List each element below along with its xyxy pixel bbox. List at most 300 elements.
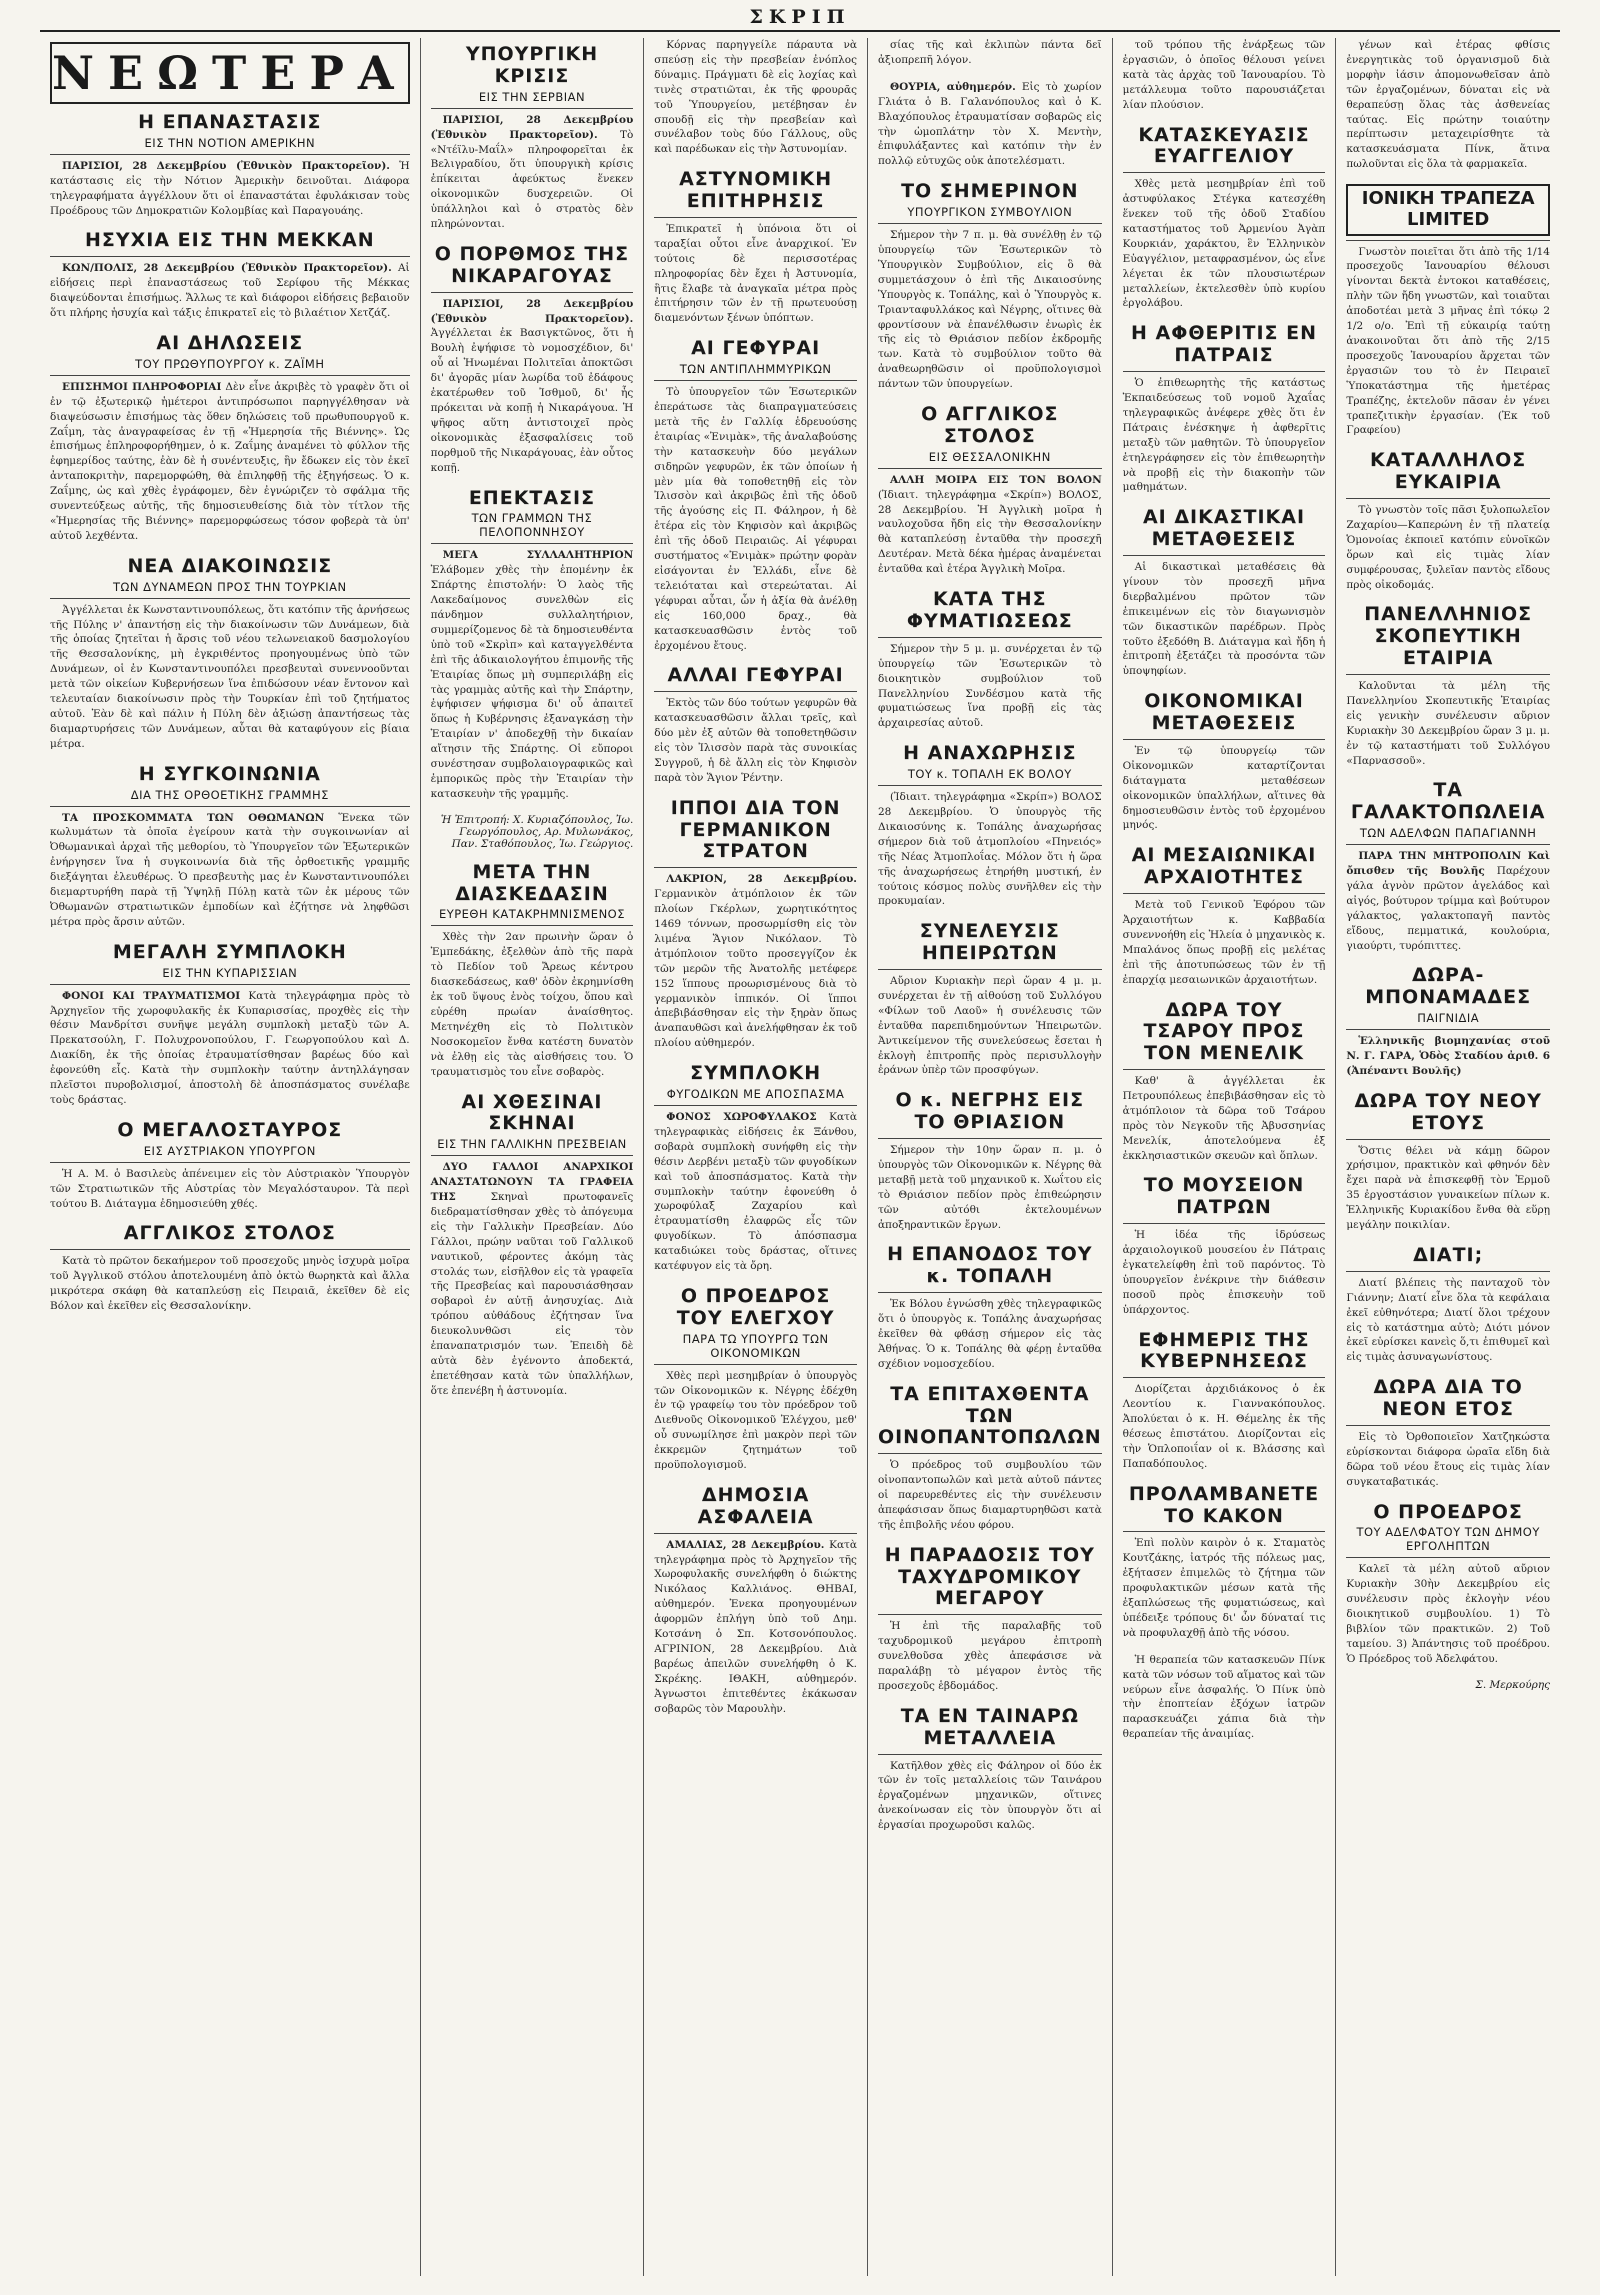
paragraph (878, 1619, 1102, 1694)
paragraph (431, 1160, 634, 1399)
article-body (1123, 1382, 1326, 1471)
subheadline: ΕΙΣ ΤΗΝ ΝΟΤΙΟΝ ΑΜΕΡΙΚΗΝ (144, 135, 316, 150)
headline: ΔΩΡΑ-ΜΠΟΝΑΜΑΔΕΣ (1365, 964, 1532, 1009)
divider (1346, 1029, 1550, 1030)
article (431, 1092, 634, 1399)
article (1123, 125, 1326, 312)
article-text: Ἡ Α. Μ. ὁ Βασιλεὺς ἀπένειμεν εἰς τὸν Αὐστριακὸν Ὑπουργὸν τῶν Στρατιωτικῶν τῆς Αὐστρίας τὸν Μεγαλόσταυρον. Τὰ περὶ τούτου Β. Διάταγμα ἐδημοσιεύθη χθές. (50, 1167, 410, 1210)
article (50, 1223, 410, 1313)
article (878, 1706, 1102, 1833)
article-text: Ὅστις θέλει νὰ κάμῃ δῶρον χρήσιμον, πρακτικὸν καὶ φθηνόν δὲν ἔχει παρὰ νὰ ἐπισκεφθῇ τὸν Ἑρμοῦ 35 ἐργοστάσιον γυναικείων πίλων κ. Ἑλληνικῆς Κυριακίδου ἔνθα θὰ εὕρῃ μεγάλην ποικιλίαν. (1346, 1144, 1550, 1232)
dateline: ΕΠΙΣΗΜΟΙ ΠΛΗΡΟΦΟΡΙΑΙ (62, 380, 222, 393)
article-text: Ἡ θεραπεία τῶν κατασκευῶν Πίνκ κατὰ τῶν νόσων τοῦ αἵματος καὶ τῶν νεύρων εἶνε ἀσφαλής. Ὁ Πίνκ ὑπὸ τὴν ἐποπτείαν ἐξόχων ἰατρῶν παρασκευάζει χάπια διὰ τὴν θεραπείαν τῆς ἀναιμίας. (1122, 1653, 1326, 1741)
article-body (654, 696, 857, 785)
divider (878, 1754, 1102, 1755)
article-text: Κατὰ τηλεγράφημα πρὸς τὸ Ἀρχηγεῖον τῆς χωροφυλακῆς ἐκ Κυπαρισσίας, προχθὲς εἰς τὴν θέσιν Μανδρίτσι συνῆψε μεγάλη συμπλοκὴ μεταξὺ τῶν Α. Πρεκατσούλη, Γ. Πολυχρονοπούλου, Γ. Γεωργοπούλου καὶ Δ. Διακίδη, ἐκ τῆς ὁποίας ἐτραυματίσθησαν βαρέως δύο καὶ ἐφονεύθη εἷς. Κατὰ τὴν συμπλοκὴν ταύτην ἀντηλλάγησαν πλεῖστοι πυροβολισμοί, ἀποστολὴ δὲ ἀποσπάσματος συνέλαβε τοὺς δράστας. (50, 989, 410, 1106)
divider (654, 217, 857, 218)
paragraph (878, 1143, 1102, 1232)
article-body (1346, 1276, 1550, 1365)
paragraph (431, 930, 634, 1079)
article (1123, 323, 1326, 495)
paragraph (50, 1254, 410, 1314)
article-text: Χθὲς μετὰ μεσημβρίαν ἐπὶ τοῦ ἀστυφύλακος Στέγκα κατεσχέθη ἕνεκεν τοῦ τῆς ὁδοῦ Σταδίου καταστήματος τοῦ Ἀρμενίου Ἀγὰπ Κουρκιάν, χαράκτου, ἓν Ἑλληνικὸν Εὐαγγέλιον, μεταφρασμένον, ὡς εἶνε λέγεται ἐκ τῶν πλουσιωτέρων μεταλλείων, ἐκτελεσθὲν ὑπὸ κυρίου ἐργολάβου. (1122, 178, 1326, 310)
article-text: Ἡ ἐπὶ τῆς παραλαβῆς τοῦ ταχυδρομικοῦ μεγάρου ἐπιτροπὴ συνελθοῦσα χθὲς ἀπεφάσισε νὰ παραλάβῃ τὸ μέγαρον ἐντὸς τῆς προσεχοῦς ἑβδομάδος. (877, 1620, 1102, 1692)
headline: ΣΥΜΠΛΟΚΗ (690, 1062, 822, 1085)
headline: Ο κ. ΝΕΓΡΗΣ ΕΙΣ ΤΟ ΘΡΙΑΣΙΟΝ (895, 1089, 1085, 1134)
paragraph (1346, 1276, 1550, 1365)
paragraph (1123, 1536, 1326, 1640)
paragraph (654, 222, 857, 326)
article-text: Ἡ ἰδέα τῆς ἱδρύσεως ἀρχαιολογικοῦ μουσείου ἐν Πάτραις ἐγκατελείφθη ἐπὶ τοῦ παρόντος. Τὸ ὑπουργεῖον ἐνέκρινε τὴν διάθεσιν ποσοῦ πρὸς ἐπισκευὴν τοῦ ὑπάρχοντος. (1122, 1229, 1326, 1316)
article-text: Ἕνεκα τῶν κωλυμάτων τὰ ὁποῖα ἐγείρουν κατὰ τὴν συγκοινωνίαν αἱ Ὀθωμανικαὶ ἀρχαὶ τῆς μεθορίου, τὸ Ὑπουργεῖον τῶν Ἐξωτερικῶν ἐνήργησεν ἵνα ἡ συγκοινωνία διὰ τῆς ὀρθοετικῆς γραμμῆς διεξάγηται ἐλευθέρως. Ὁ πρεσβευτὴς μας ἐν Κωνσταντινουπόλει διεμαρτυρήθη παρὰ τῇ Ὑψηλῇ Πύλῃ κατὰ τῶν ἐκ μέρους τῶν Ὀθωμανῶν στρατιωτικῶν ἐμποδίων καὶ ἐζήτησε νὰ ληφθῶσι μέτρα πρὸς ἄρσιν αὐτῶν. (50, 811, 410, 928)
paragraph (431, 113, 634, 232)
headline: ΜΕΤΑ ΤΗΝ ΔΙΑΣΚΕΔΑΣΙΝ (455, 860, 609, 905)
article (1346, 1245, 1550, 1365)
article (654, 665, 857, 785)
paragraph (878, 1297, 1102, 1372)
subheadline: ΕΙΣ ΤΗΝ ΣΕΡΒΙΑΝ (478, 89, 586, 104)
paragraph (878, 790, 1102, 909)
article (1123, 1484, 1326, 1641)
article-body (878, 80, 1102, 169)
article (431, 814, 634, 850)
article-body (1123, 1228, 1326, 1317)
paragraph (878, 1759, 1102, 1834)
paragraph (1123, 898, 1326, 987)
article-text: Εἰς τὸ χωρίον Γλιάτα ὁ Β. Γαλανόπουλος καὶ ὁ Κ. Βλαχόπουλος ἐτραυματίσαν σοβαρῶς εἰς τὴν ὠμοπλάτην τὸν Χ. Μεντὴν, ἐπιφυλάξαντες καὶ κατόπιν τὴν ἐν πολλῷ εὐτυχῶς οὐκ ἀποτελέσματι. (877, 80, 1102, 168)
headline: ΝΕΑ ΔΙΑΚΟΙΝΩΣΙΣ (127, 554, 333, 577)
headline: Ο ΜΕΓΑΛΟΣΤΑΥΡΟΣ (117, 1118, 343, 1141)
paragraph (1123, 376, 1326, 495)
divider (878, 1453, 1102, 1454)
paragraph (50, 1167, 410, 1212)
divider (431, 292, 634, 293)
divider (1346, 240, 1550, 241)
article-text: Δὲν εἶνε ἀκριβὲς τὸ γραφὲν ὅτι οἱ ἐν τῷ ἐξωτερικῷ ἡμέτεροι ἀντιπρόσωποι παρηγγέλθησαν νὰ διαψεύσωσιν ἐπισήμως τὰς ὅθεν δηλώσεις τοῦ πρωθυπουργοῦ κ. Ζαΐμη, τὰς ἀναγραφείσας ἐν τῇ «Ἡμερησία τῆς Βιέννης». Ὡς ἐπισήμως ἐπληροφορήθημεν, ὁ κ. Ζαΐμης ἀναμένει τὸ φύλλον τῆς ἐφημερίδος ταύτης, ἐὰν δὲ ἡ συνέντευξις, ἣν ἔδωκεν εἰς τὸν ἐκεῖ ἀνταποκριτὴν, παρεμορφώθη, θὰ ἐπιληφθῇ τῆς ἐξηγήσεως. Ὁ κ. Ζαΐμης, ὡς καὶ χθὲς ἐγράφομεν, δὲν ἐγνώριζεν τὸ σφάλμα τῆς συνεντεύξεως αὐτῆς, τῆς δημοσιευθείσης διὰ τὸν τίτλον τῆς «Ἡμερησίας τῆς Βιέννης» παρεμορφώσεως τόσον φοβερὰ τὰ ὑπ' αὐτοῦ λεχθέντα. (50, 380, 410, 542)
article-text: Σήμερον τὴν 5 μ. μ. συνέρχεται ἐν τῷ ὑπουργείῳ τῶν Ἐσωτερικῶν τὸ διοικητικὸν συμβούλιον τοῦ Πανελληνίου Συνδέσμου κατὰ τῆς φυματιώσεως ἵνα προβῇ εἰς τὰς ἀρχαιρεσίας αὐτοῦ. (877, 642, 1102, 730)
divider (654, 1105, 857, 1106)
article (878, 38, 1102, 68)
headline: ΑΙ ΜΕΣΑΙΩΝΙΚΑΙ ΑΡΧΑΙΟΤΗΤΕΣ (1131, 844, 1317, 889)
article (878, 921, 1102, 1078)
subheadline: ΤΟΥ ΑΔΕΛΦΑΤΟΥ ΤΩΝ ΔΗΜΟΥ ΕΡΓΟΛΗΠΤΩΝ (1356, 1525, 1540, 1554)
article (50, 112, 410, 218)
article (1346, 38, 1550, 172)
paragraph (50, 380, 410, 544)
headline: ΑΙ ΧΘΕΣΙΝΑΙ ΣΚΗΝΑΙ (461, 1090, 603, 1135)
headline: Ο ΠΡΟΕΔΡΟΣ ΤΟΥ ΕΛΕΓΧΟΥ (676, 1284, 835, 1329)
subheadline: ΥΠΟΥΡΓΙΚΟΝ ΣΥΜΒΟΥΛΙΟΝ (907, 205, 1073, 220)
article-text: Ἡ κατάστασις εἰς τὴν Νότιον Ἀμερικὴν δεινοῦται. Διάφορα τηλεγραφήματα ἀγγέλλουν ὅτι οἱ ἐπαναστάται ἐφυλάκισαν τοὺς Προέδρους τῶν Δημοκρατιῶν Κολομβίας καὶ Παραγουάης. (50, 159, 410, 217)
paragraph (878, 1458, 1102, 1533)
article-text: (Ἰδιαιτ. τηλεγράφημα «Σκρίπ») ΒΟΛΟΣ, 28 Δεκεμβρίου. Ἡ Ἀγγλικὴ μοῖρα ἡ ναυλοχοῦσα ἤδη εἰς τὴν Θεσσαλονίκην θὰ καταπλεύσῃ ἐνταῦθα τὴν προσεχῆ Δευτέραν. Μετὰ δέκα ἡμέρας ἀναμένεται ἐνταῦθα καὶ ἑτέρα Ἀγγλικὴ Μοῖρα. (877, 488, 1102, 576)
divider (431, 925, 634, 926)
article-body (50, 1254, 410, 1314)
article-text: τοῦ τρόπου τῆς ἐνάρξεως τῶν ἐργασιῶν, ὁ ὁποῖος θέλουσι γείνει κατὰ τὰς ἀρχὰς τοῦ Ἰανουαρίου. Τὸ μετάλλευμα τοῦτο παρουσιάζεται λίαν πλούσιον. (1122, 39, 1326, 111)
article-body (654, 1369, 857, 1473)
article (1123, 507, 1326, 679)
headline: ΔΩΡΑ ΔΙΑ ΤΟ ΝΕΟΝ ΕΤΟΣ (1373, 1376, 1523, 1421)
article-text: Ἐκ Βόλου ἐγνώσθη χθὲς τηλεγραφικῶς ὅτι ὁ ὑπουργὸς κ. Τοπάλης ἀναχωρήσας ἐκεῖθεν θὰ φθάσῃ σήμερον εἰς τὰς Ἀθήνας. Ὁ κ. Τοπάλης θὰ φέρῃ ἐνταῦθα σχέδιον νομοσχεδίου. (877, 1298, 1102, 1370)
headline: ΤΟ ΣΗΜΕΡΙΝΟΝ (901, 180, 1079, 203)
article-body (1346, 1562, 1550, 1666)
headline: ΔΩΡΑ ΤΟΥ ΤΣΑΡΟΥ ΠΡΟΣ ΤΟΝ ΜΕΝΕΛΙΚ (1143, 998, 1305, 1065)
article-text: Αἱ δικαστικαὶ μεταθέσεις θὰ γίνουν τὸν προσεχῆ μῆνα διερβαλμένου πρῶτον τῶν ἐπικειμένων εἰς τὸν διαγωνισμὸν τῶν δικαστικῶν παρέδρων. Πρὸς τοῦτο ἐξεδόθη Β. Διάταγμα καὶ ἤδη ἡ ἐπιτροπὴ ἐξετάζει τὰ προσόντα τῶν ὑποψηφίων. (1122, 561, 1326, 678)
divider (50, 1249, 410, 1250)
headline: ΕΦΗΜΕΡΙΣ ΤΗΣ ΚΥΒΕΡΝΗΣΕΩΣ (1138, 1328, 1310, 1373)
article (50, 764, 410, 930)
article-body (654, 872, 857, 1051)
headline: ΑΣΤΥΝΟΜΙΚΗ ΕΠΙΤΗΡΗΣΙΣ (679, 168, 833, 213)
paragraph (431, 297, 634, 476)
article-text: Ἐκτὸς τῶν δύο τούτων γεφυρῶν θὰ κατασκευασθῶσιν ἄλλαι τρεῖς, καὶ δύο μὲν ἐξ αὐτῶν θὰ τοποθετηθῶσιν εἰς τὸν Ἰλισσὸν παρὰ τὰς συνοικίας Συγγροῦ, ἡ δὲ ἄλλη εἰς τὸν Κηφισὸν παρὰ τὸν Ἅγιον Ῥέντην. (654, 697, 857, 784)
paragraph (50, 261, 410, 321)
article-body (431, 1160, 634, 1399)
headline: Η ΑΝΑΧΩΡΗΣΙΣ (903, 742, 1077, 765)
column-4 (868, 38, 1113, 2276)
headline: Η ΣΥΓΚΟΙΝΩΝΙΑ (138, 762, 321, 785)
divider (431, 543, 634, 544)
article (1123, 1175, 1326, 1317)
paragraph (50, 989, 410, 1108)
column-6 (1336, 38, 1560, 2276)
paragraph (878, 473, 1102, 577)
article-text: Καλεῖ τὰ μέλη αὐτοῦ αὔριον Κυριακὴν 30ὴν Δεκεμβρίου εἰς συνέλευσιν πρὸς ἐκλογὴν νέου διοικητικοῦ συμβουλίου. 1) Τὸ βιβλίον τῶν πρακτικῶν. 2) Τοῦ ταμείου. 3) Ἀπάντησις τοῦ προέδρου. Ὁ Πρόεδρος τοῦ Ἀδελφάτου. (1346, 1563, 1550, 1665)
article-body (654, 38, 857, 157)
headline: ΤΑ ΓΑΛΑΚΤΟΠΩΛΕΙΑ (1350, 779, 1546, 824)
divider (878, 468, 1102, 469)
paragraph (1123, 38, 1326, 113)
headline: ΤΑ ΕΠΙΤΑΧΘΕΝΤΑ ΤΩΝ ΟΙΝΟΠΑΝΤΟΠΩΛΩΝ (877, 1382, 1102, 1449)
article (1346, 1502, 1550, 1667)
paragraph (1346, 1034, 1550, 1079)
article-body (431, 297, 634, 476)
subheadline: ΤΟΥ κ. ΤΟΠΑΛΗ ΕΚ ΒΟΛΟΥ (907, 767, 1072, 782)
article (878, 1244, 1102, 1371)
article-text: Κόρνας παρηγγείλε πάραυτα νὰ σπεύσῃ εἰς τὴν πρεσβείαν ἐνόπλος δύναμις. Πράγματι δὲ εἰς λοχίας καὶ τινὲς στρατιῶται, ἐκ τῆς φρουρᾶς τοῦ Ὑπουργείου, μετέβησαν ἐν σπουδῇ εἰς τὴν πρεσβείαν καὶ συνέλαβον τοὺς δύο Γάλλους, οὓς καὶ παρέδωκαν εἰς τὴν Ἀστυνομίαν. (654, 39, 857, 156)
subheadline: ΤΩΝ ΑΝΤΙΠΛΗΜΜΥΡΙΚΩΝ (679, 362, 832, 377)
section-banner: ΝΕΩΤΕΡΑ (50, 42, 410, 104)
article (654, 38, 857, 157)
article (431, 862, 634, 1080)
divider (1123, 555, 1326, 556)
divider (50, 806, 410, 807)
article-body (50, 603, 410, 752)
article-text: γένων καὶ ἑτέρας φθίσις ἐνεργητικὰς τοῦ ὀργανισμοῦ διὰ μορφὴν ἰάσιν ἀπομονωθεῖσαν ἀπὸ τῶν ἐργαζομένων, δύναται εἰς νὰ θεραπεύσῃ ὅλας τὰς ἀσθενείας ταύτας. Εἰς πρώτην τοιαύτην περίπτωσιν μεταχειρίσθητε τὰ κατασκευάσματα Πίνκ, ἅτινα πωλοῦνται εἰς ὅλα τὰ φαρμακεῖα. (1346, 39, 1550, 171)
headline: ΔΙΑΤΙ; (1413, 1243, 1484, 1266)
paragraph (654, 872, 857, 1051)
article-body (878, 1297, 1102, 1372)
divider (1123, 739, 1326, 740)
subheadline: ΤΩΝ ΑΔΕΛΦΩΝ ΠΑΠΑΓΙΑΝΝΗ (1359, 826, 1537, 841)
headline: ΣΥΝΕΛΕΥΣΙΣ ΗΠΕΙΡΩΤΩΝ (919, 920, 1060, 965)
article-text: Κατὰ τὸ πρῶτον δεκαήμερον τοῦ προσεχοῦς μηνὸς ἰσχυρὰ μοῖρα τοῦ Ἀγγλικοῦ στόλου ἀποτελουμένη ἀπὸ ὀκτὼ θωρηκτὰ καὶ ἄλλα μικρότερα σκάφη θὰ καταπλεύσῃ εἰς Πειραιᾶ, ἐκεῖθεν δὲ εἰς Βόλον καὶ ἐκεῖθεν εἰς Θεσσαλονίκην. (50, 1255, 410, 1312)
article-body (878, 974, 1102, 1078)
article-body (431, 113, 634, 232)
paragraph (1123, 1074, 1326, 1163)
subheadline: ΤΩΝ ΓΡΑΜΜΩΝ ΤΗΣ ΠΕΛΟΠΟΝΝΗΣΟΥ (471, 511, 593, 540)
divider (654, 380, 857, 381)
article-text: (Ἰδιαιτ. τηλεγράφημα «Σκρίπ») ΒΟΛΟΣ 28 Δεκεμβρίου. Ὁ ὑπουργὸς τῆς Δικαιοσύνης κ. Τοπάλης ἀναχωρήσας σήμερον διὰ τοῦ ἀτμοπλοίου «Πηνειός» τῆς Νέας Ἀτμοπλοΐας. Μόλον ὅτι ἡ ὥρα τῆς ἀναχωρήσεως ἐτηρήθη μυστική, ἐν τούτοις κόσμος πολὺς συνῆλθεν εἰς τὴν προκυμαίαν. (877, 791, 1102, 908)
article-text: Διορίζεται ἀρχιδιάκονος ὁ ἐκ Λεοντίου κ. Γιαννακόπουλος. Ἀπολύεται ὁ κ. Η. Θέμελης ἐκ τῆς θέσεως ἐπιστάτου. Διορίζονται εἰς τὴν Ὁπλοποιΐαν οἱ κ. Βλάσσης καὶ Παπαδόπουλος. (1122, 1383, 1326, 1470)
divider (50, 1162, 410, 1163)
article (1346, 604, 1550, 768)
divider (1346, 1557, 1550, 1558)
article (431, 488, 634, 802)
article (1346, 1679, 1550, 1691)
column-5 (1113, 38, 1337, 2276)
article-text: Παρέχουν γάλα ἁγνὸν πρῶτον ἀγελάδος καὶ αἰγός, βούτυρον τρίμμα καὶ βούτυρον γάλακτος, γαλακτοπαγῆ παντὸς εἴδους, πεμματικά, κουλούρια, γιαούρτι, τυρόπιττες. (1346, 865, 1550, 952)
headline: Η ΑΦΘΕΡΙΤΙΣ ΕΝ ΠΑΤΡΑΙΣ (1130, 322, 1317, 367)
article-body (50, 380, 410, 544)
dateline: ΤΑ ΠΡΟΣΚΟΜΜΑΤΑ ΤΩΝ ΟΘΩΜΑΝΩΝ (62, 811, 325, 824)
article-body (878, 1458, 1102, 1533)
article-body (1123, 177, 1326, 311)
article-text: Αὔριον Κυριακὴν περὶ ὥραν 4 μ. μ. συνέρχεται ἐν τῇ αἰθούσῃ τοῦ Συλλόγου «Φίλων τοῦ Λαοῦ» ἡ συνέλευσις τῶν ἐνταῦθα παρεπιδημούντων Ἠπειρωτῶν. Ἀντικείμενον τῆς συνελεύσεως ἔσεται ἡ ἐκλογὴ ἐπιτροπῆς πρὸς περισυλλογὴν ἐράνων ὑπὲρ τῶν προσφύγων. (877, 975, 1102, 1077)
article (50, 333, 410, 544)
headline: ΤΟ ΜΟΥΣΕΙΟΝ ΠΑΤΡΩΝ (1143, 1174, 1305, 1219)
paragraph (431, 548, 634, 801)
divider (878, 1292, 1102, 1293)
divider (878, 223, 1102, 224)
article-text: Ἐν τῷ ὑπουργείῳ τῶν Οἰκονομικῶν καταρτίζονται διάταγματα μεταθέσεων οἰκονομικῶν ὑπαλλήλων, αἵτινες θὰ δημοσιευθῶσιν ἐντὸς τοῦ ἐρχομένου μηνός. (1122, 744, 1326, 832)
divider (1346, 498, 1550, 499)
article (1346, 965, 1550, 1078)
article-body (878, 790, 1102, 909)
subheadline: ΕΙΣ ΤΗΝ ΓΑΛΛΙΚΗΝ ΠΡΕΣΒΕΙΑΝ (437, 1137, 627, 1152)
paragraph (50, 811, 410, 930)
divider (878, 637, 1102, 638)
article-text: Αἱ εἰδήσεις περὶ ἐπαναστάσεως τοῦ Σερίφου τῆς Μέκκας διαψεύδονται ἐπισήμως. Ἄλλως τε καὶ διάφοροι εἰδήσεις βεβαιοῦν ὅτι πλήρης ἡσυχία καὶ τάξις ἐπικρατεῖ εἰς τὸ βιλαέτιον Χετζάζ. (50, 262, 410, 320)
paragraph (1346, 503, 1550, 592)
article-text: Ἐλάβομεν χθὲς τὴν ἑπομένην ἐκ Σπάρτης ἐπιστολήν: Ὁ λαὸς τῆς Λακεδαίμονος συνελθὼν εἰς πάνδημον συλλαλητήριον, συμμερίζομενος δὲ τὰ δημοσιευθέντα ὑπὸ τοῦ «Σκρὶπ» καὶ καταγγελθέντα ἐπὶ τῆς ἀδικαιολογήτου ἐπιμονῆς τῆς Ἑταιρίας ὅπως μὴ συμπεριλάβῃ εἰς τὰς γραμμὰς αὐτῆς καὶ τὴν Σπάρτην, ἐψήφισεν ψήφισμα δι' οὗ ἀπαιτεῖ ὅπως ἡ Κυβέρνησις ἐξαναγκάσῃ τὴν Ἑταιρίαν ν' ἀποδεχθῇ τὴν δικαίαν αἴτησιν τῆς Σπάρτης. Οἱ εὔποροι συνέστησαν συμβολαιογραφικῶς καὶ ἐμπορικῶς πρὸς τὴν Ἑταιρίαν τὴν κατασκευὴν τῆς γραμμῆς. (430, 564, 634, 800)
article-body (50, 1167, 410, 1212)
paragraph (1346, 245, 1550, 439)
dateline: ΠΑΡΑ ΤΗΝ ΜΗΤΡΟΠΟΛΙΝ Καὶ ὄπισθεν τῆς Βουλῆς (1346, 850, 1550, 877)
article-body (50, 159, 410, 219)
dateline: Ἑλληνικῆς βιομηχανίας στοῦ Ν. Γ. ΓΑΡΑ, Ὁδὸς Σταδίου ἀριθ. 6 (Ἀπέναντι Βουλῆς) (1346, 1035, 1550, 1077)
article-body (878, 38, 1102, 68)
article-text: Σήμερον τὴν 10ην ὥραν π. μ. ὁ ὑπουργὸς τῶν Οἰκονομικῶν κ. Νέγρης θὰ μεταβῇ μετὰ τοῦ μηχανικοῦ κ. Χωΐτου εἰς τὸ Θριάσιον πεδίον πρὸς ἐπιθεώρησιν τῶν αὐτόθι ἐκτελουμένων ἀποξηραντικῶν ἔργων. (877, 1144, 1102, 1231)
dateline: ΦΟΝΟΣ ΧΩΡΟΦΥΛΑΚΟΣ (666, 1110, 817, 1123)
headline: Η ΕΠΑΝΑΣΤΑΣΙΣ (138, 111, 322, 133)
article (878, 1384, 1102, 1533)
divider (878, 1614, 1102, 1615)
paragraph (1123, 1228, 1326, 1317)
headline: ΑΛΛΑΙ ΓΕΦΥΡΑΙ (667, 664, 844, 687)
article (878, 589, 1102, 731)
subheadline: ΤΩΝ ΔΥΝΑΜΕΩΝ ΠΡΟΣ ΤΗΝ ΤΟΥΡΚΙΑΝ (113, 579, 347, 594)
article-body (50, 261, 410, 321)
paragraph (50, 159, 410, 219)
divider (431, 108, 634, 109)
dateline: ΦΟΝΟΙ ΚΑΙ ΤΡΑΥΜΑΤΙΣΜΟΙ (62, 989, 241, 1002)
article-text: Χθὲς τὴν 2αν πρωινὴν ὥραν ὁ Ἐμπεδάκης, ἐξελθὼν ἀπὸ τῆς παρὰ τὸ Πεδίον τοῦ Ἄρεως κέντρου διασκεδάσεως, καθ' ὁδὸν ἐκρημνίσθη ἐκ τοῦ ὕψους ἑνὸς τοίχου, ὅπου καὶ εὑρέθη πρωίαν ἀναίσθητος. Μετηνέχθη εἰς τὸ Πολιτικὸν Νοσοκομεῖον ἔνθα κατέστη δυνατὸν νὰ ἐλθῃ εἰς τὰς αἰσθήσεις του. Ὁ τραυματισμὸς του εἶνε σοβαρὸς. (430, 931, 634, 1078)
dateline: ΠΑΡΙΣΙΟΙ, 28 Δεκεμβρίου (Ἐθνικὸν Πρακτορεῖον). (430, 297, 634, 325)
article-text: Ἀγγέλλεται ἐκ Βασιγκτῶνος, ὅτι ἡ Βουλὴ ἐψήφισε τὸ νομοσχέδιον, δι' οὗ αἱ Ἡνωμέναι Πολιτεῖαι ἀποκτῶσι δι' ἀγορᾶς μίαν λωρίδα τοῦ ἐδάφους ἐκατέρωθεν τοῦ Ἰσθμοῦ, δι' ἧς πρόκειται νὰ κοπῇ ἡ Νικαράγουα. Ἡ ψῆφος αὕτη ἀντιστοιχεῖ πρὸς οἰκονομικὰς ἐξασφαλίσεις τοῦ πορθμοῦ τῆς Νικαράγουας, ἐὰν οὗτος κοπῇ. (430, 327, 634, 474)
article (1123, 38, 1326, 113)
subheadline: ΕΙΣ ΤΗΝ ΚΥΠΑΡΙΣΣΙΑΝ (162, 965, 298, 980)
article-body (1123, 376, 1326, 495)
divider (1346, 844, 1550, 845)
article-body (878, 642, 1102, 731)
dateline: ΚΩΝ/ΠΟΛΙΣ, 28 Δεκεμβρίου (Ἐθνικὸν Πρακτορεῖον). (62, 262, 392, 275)
subheadline: ΕΙΣ ΘΕΣΣΑΛΟΝΙΚΗΝ (928, 449, 1051, 464)
article (654, 1063, 857, 1274)
article-body (878, 473, 1102, 577)
article-body (1123, 898, 1326, 987)
article (431, 244, 634, 476)
paragraph (654, 1538, 857, 1717)
article (654, 1286, 857, 1473)
article-text: Καλοῦνται τὰ μέλη τῆς Πανελληνίου Σκοπευτικῆς Ἑταιρίας εἰς γενικὴν συνέλευσιν αὔριον Κυριακὴν 30 Δεκεμβρίου ὥραν 3 μ. μ. ἐν τῷ καταστήματι τοῦ Συλλόγου «Παρνασσοῦ». (1346, 679, 1550, 767)
paragraph (1346, 1430, 1550, 1490)
article (878, 1090, 1102, 1232)
divider (50, 598, 410, 599)
article-text: Εἰς τὸ Ὀρθοποιεῖον Χατζηκώστα εὑρίσκονται διάφορα ὡραῖα εἴδη διὰ δῶρα τοῦ νέου ἔτους εἰς τιμὰς λίαν συγκαταβατικάς. (1346, 1430, 1550, 1488)
masthead: ΣΚΡΙΠ (40, 4, 1560, 32)
paragraph (878, 642, 1102, 731)
article-text: Κατὰ τηλεγραφικὰς εἰδήσεις ἐκ Ξάνθου, σοβαρὰ συμπλοκὴ συνήφθη εἰς τὴν θέσιν Δερβένι μεταξὺ τῶν φυγοδίκων καὶ τοῦ ἀποσπάσματος. Κατὰ τὴν συμπλοκὴν ταύτην ἐφονεύθη ὁ χωροφύλαξ Ζαχαρίου καὶ ἐτραυματίσθη ἐλαφρῶς εἷς τῶν φυγοδίκων. Τὸ ἀπόσπασμα καταδιώκει τοὺς δράστας, οἵτινες κατέφυγον εἰς τὰ ὄρη. (654, 1110, 857, 1273)
headline: ΟΙΚΟΝΟΜΙΚΑΙ ΜΕΤΑΘΕΣΕΙΣ (1144, 690, 1304, 735)
article (1123, 1330, 1326, 1472)
article-body (1346, 38, 1550, 172)
signature: Ἡ Ἐπιτροπή: Χ. Κυριαζόπουλος, Ἰω. Γεωργόπουλος, Αρ. Μυλωνάκος, Παν. Σταθόπουλος, Ἰω. Γεώργιος. (440, 813, 634, 850)
article (50, 1120, 410, 1212)
article-text: Τὸ γνωστὸν τοῖς πᾶσι ξυλοπωλεῖον Ζαχαρίου—Καπερώνη ἐν τῇ πλατείᾳ Ὁμονοίας ἐκποιεῖ κατόπιν εὐνοϊκῶν ὅρων καὶ εἰς τιμὰς λίαν συμφέρουσας, ξυλεῖαν παντὸς εἴδους πρὸς οἰκοδομάς. (1346, 504, 1550, 591)
article (1346, 184, 1550, 438)
article-body (50, 989, 410, 1108)
paragraph (1346, 1144, 1550, 1233)
headline: Ο ΠΡΟΕΔΡΟΣ (1373, 1500, 1523, 1523)
paragraph (1346, 679, 1550, 768)
article (654, 338, 857, 653)
article (878, 181, 1102, 392)
paragraph (654, 1369, 857, 1473)
article (50, 556, 410, 752)
paragraph (1123, 177, 1326, 311)
article-text: Ἐπὶ πολὺν καιρὸν ὁ κ. Σταματὸς Κουτζάκης, ἰατρός τῆς πόλεως μας, ἐξήτασεν ἐπιμελῶς τὸ ζήτημα τῶν προφυλακτικῶν μέσων κατὰ τῆς ἐξαπλώσεως τῆς φυματιώσεως, καὶ ὑπέδειξε τρόπους δι' ὧν δύναταί τις νὰ προφυλαχθῇ ἀπὸ τῆς νόσου. (1122, 1537, 1326, 1639)
article-body (1346, 1430, 1550, 1490)
paragraph (654, 385, 857, 653)
article (654, 798, 857, 1051)
divider (654, 867, 857, 868)
article-body (654, 1538, 857, 1717)
paragraph (1123, 1382, 1326, 1471)
article-body (50, 811, 410, 930)
article-body (878, 228, 1102, 392)
article (1346, 450, 1550, 592)
headline: ΑΙ ΓΕΦΥΡΑΙ (691, 337, 821, 360)
signature: Σ. Μερκούρης (1475, 1678, 1550, 1691)
article-text: Ὁ πρόεδρος τοῦ συμβουλίου τῶν οἰνοπαντοπωλῶν καὶ μετὰ αὐτοῦ πάντες οἱ παρευρεθέντες εἰς τὴν συνέλευσιν ἀπεφάσισαν ὅπως διαμαρτυρηθῶσι κατὰ τῆς ἐπιβολῆς νέου φόρου. (877, 1459, 1102, 1531)
article-text: Γερμανικὸν ἀτμόπλοιον ἐκ τῶν πλοίων Γκέρλων, χωρητικότητος 1469 τόννων, προσωρμίσθη εἰς τὸν λιμένα Ἅγιον Νικόλαον. Τὸ ἀτμόπλοιον τοῦτο προσεγγίζον ἐκ τῶν μερῶν τῆς Ἀνατολῆς μετέφερε 152 ἵππους προωρισμένους διὰ τὸ γερμανικὸν ἱππικόν. Οἱ ἵπποι ἀπεβιβάσθησαν εἰς τὴν ξηρὰν ὅπως ἀναπαυθῶσι καὶ ἀνελήφθησαν ἐκ τοῦ πλοίου αὐθημερόν. (654, 888, 857, 1050)
divider (50, 375, 410, 376)
article (50, 230, 410, 320)
headline: ΔΩΡΑ ΤΟΥ ΝΕΟΥ ΕΤΟΥΣ (1354, 1089, 1542, 1134)
article-body (431, 548, 634, 801)
article-body (1123, 560, 1326, 679)
paragraph (1346, 38, 1550, 172)
paragraph (654, 696, 857, 785)
paragraph (878, 974, 1102, 1078)
article (1346, 780, 1550, 953)
article-body (654, 222, 857, 326)
paragraph (1346, 1562, 1550, 1666)
subheadline: ΔΙΑ ΤΗΣ ΟΡΘΟΕΤΙΚΗΣ ΓΡΑΜΜΗΣ (130, 787, 329, 802)
headline: Ο ΠΟΡΘΜΟΣ ΤΗΣ ΝΙΚΑΡΑΓΟΥΑΣ (434, 242, 630, 287)
headline: ΚΑΤΑ ΤΗΣ ΦΥΜΑΤΙΩΣΕΩΣ (906, 588, 1073, 632)
paragraph (878, 228, 1102, 392)
subheadline: ΠΑΡΑ ΤΩ ΥΠΟΥΡΓΩ ΤΩΝ ΟΙΚΟΝΟΜΙΚΩΝ (682, 1331, 829, 1360)
article-body (1346, 503, 1550, 592)
article-text: Κατὰ τηλεγράφημα πρὸς τὸ Ἀρχηγεῖον τῆς Χωροφυλακῆς συνελήφθη ὁ διώκτης Νικόλαος Καλλιάνος. ΘΗΒΑΙ, αὐθημερόν. Ἐνεκα προηγουμένων ἀφορμῶν ἐπλήγη ὑπὸ τοῦ Δημ. Κοτσάνη ὁ Σπ. Κοτσονόπουλος. ΑΓΡΙΝΙΟΝ, 28 Δεκεμβρίου. Διὰ βαρέως ἀπειλῶν συνελήφθη ὁ Κ. Σκρέκης. ΙΘΑΚΗ, αὐθημερόν. Ἀγνωστοι ἐπιτεθέντες ἐκάκωσαν σοβαρῶς τὸν Μαρουλὴν. (654, 1538, 857, 1715)
headline: Η ΕΠΑΝΟΔΟΣ ΤΟΥ κ. ΤΟΠΑΛΗ (887, 1243, 1093, 1288)
article (431, 44, 634, 232)
headline: ΙΠΠΟΙ ΔΙΑ ΤΟΝ ΓΕΡΜΑΝΙΚΟΝ ΣΤΡΑΤΟΝ (670, 796, 841, 863)
headline: ΚΑΤΑΣΚΕΥΑΣΙΣ ΕΥΑΓΓΕΛΙΟΥ (1138, 123, 1310, 168)
article-body (878, 1619, 1102, 1694)
article (878, 1545, 1102, 1694)
headline: ΔΗΜΟΣΙΑ ΑΣΦΑΛΕΙΑ (697, 1483, 814, 1528)
divider (1123, 371, 1326, 372)
article-text: Τὸ «Ντέϊλυ-Μαΐλ» πληροφορεῖται ἐκ Βελιγραδίου, ὅτι ὑπουργικὴ κρίσις ἐπίκειται ἀφεύκτως ἕνεκεν οἰκονομικῶν δυσχερειῶν. Οἱ ὑπάλληλοι καὶ ὁ στρατὸς δὲν πληρώνονται. (430, 128, 634, 231)
divider (654, 691, 857, 692)
dateline: ΑΛΛΗ ΜΟΙΡΑ ΕΙΣ ΤΟΝ ΒΟΛΟΝ (889, 473, 1102, 486)
paragraph (1123, 744, 1326, 833)
column-1 (40, 38, 421, 2276)
headline: ΠΑΝΕΛΛΗΝΙΟΣ ΣΚΟΠΕΥΤΙΚΗ ΕΤΑΙΡΙΑ (1364, 603, 1533, 670)
divider (878, 969, 1102, 970)
article-body (431, 930, 634, 1079)
divider (878, 1138, 1102, 1139)
divider (878, 785, 1102, 786)
column-3 (644, 38, 868, 2276)
divider (1346, 674, 1550, 675)
article-body (654, 385, 857, 653)
article (654, 1485, 857, 1717)
article-text: Χθὲς περὶ μεσημβρίαν ὁ ὑπουργὸς τῶν Οἰκονομικῶν κ. Νέγρης ἐδέχθη ἐν τῷ γραφείῳ του τὸν πρόεδρον τοῦ Διεθνοῦς Οἰκονομικοῦ Ἐλέγχου, μεθ' οὗ συνωμίλησε ἐπὶ μακρὸν περὶ τῶν ἐκκρεμῶν ζητημάτων τοῦ προϋπολογισμοῦ. (654, 1369, 857, 1472)
divider (1346, 1271, 1550, 1272)
headline: ΠΡΟΛΑΜΒΑΝΕΤΕ ΤΟ ΚΑΚΟΝ (1128, 1482, 1320, 1527)
divider (1123, 893, 1326, 894)
paragraph (878, 38, 1102, 68)
article-body (1346, 1034, 1550, 1079)
article-body (878, 1759, 1102, 1834)
article-text: Μετὰ τοῦ Γενικοῦ Ἐφόρου τῶν Ἀρχαιοτήτων κ. Καββαδία συνεννοήθη εἰς Ἠλεία ὁ μηχανικὸς κ. Μπαλάνος ὅπως προβῇ εἰς μελέτας ἐπὶ τῆς ἀποτυπώσεως τῶν ἐν τῇ ἐπαρχίᾳ μεσαιωνικῶν ἀρχαιοτήτων. (1122, 899, 1326, 986)
divider (431, 1155, 634, 1156)
article-body (1123, 38, 1326, 113)
article-body (1123, 1536, 1326, 1640)
article-body (1123, 1074, 1326, 1163)
divider (50, 154, 410, 155)
headline: ΑΙ ΔΙΚΑΣΤΙΚΑΙ ΜΕΤΑΘΕΣΕΙΣ (1142, 506, 1306, 551)
article-text: Διατί βλέπεις τὴς πανταχοῦ τὸν Γιάννην; Διατί εἶνε ὅλα τὰ κεφάλαια ἐκεῖ εὐθηνότερα; Διατί ὅλοι τρέχουν εἰς τὸ κατάστημα αὐτὸ; Διότι μόνον ἐκεῖ εὑρίσκει κανεὶς ὅ,τι ἐπιθυμεῖ καὶ εἰς τιμὰς ἀσυναγωνίστους. (1346, 1276, 1550, 1364)
divider (1346, 1425, 1550, 1426)
headline: ΕΠΕΚΤΑΣΙΣ (468, 486, 596, 509)
article-body (1346, 1144, 1550, 1233)
article-body (878, 1143, 1102, 1232)
article-text: Ὁ ἐπιθεωρητὴς τῆς κατάστως Ἐκπαιδεύσεως τοῦ νομοῦ Ἀχαΐας τηλεγραφικῶς ἀνέφερε χθὲς ὅτι ἐν Πάτραις ἐνέσκηψε ἡ ἀφθερῖτις μεταξὺ τῶν μαθητῶν. Τὸ ὑπουργεῖον ἐτηλεγράφησεν εἰς τὸν ἐπιθεωρητὴν νὰ προβῇ εἰς τὴν διακοπὴν τῶν μαθημάτων. (1122, 377, 1326, 494)
article (1123, 1653, 1326, 1742)
article-text: Ἐπικρατεῖ ἡ ὑπόνοια ὅτι οἱ ταραξίαι οὗτοι εἶνε ἀναρχικοί. Ἐν τούτοις δὲ περισσοτέρας πληροφορίας δὲν ἔχει ἡ Ἀστυνομία, ἣτις ἔλαβε τὰ ἀναγκαῖα μέτρα πρὸς ἐπιτήρησιν τῶν ἐν τῇ πρωτευούσῃ διαμενόντων ξένων ὑπόπτων. (654, 222, 857, 325)
subheadline: ΕΙΣ ΑΥΣΤΡΙΑΚΟΝ ΥΠΟΥΡΓΟΝ (143, 1143, 316, 1158)
paragraph (654, 38, 857, 157)
article (1123, 1000, 1326, 1164)
headline: ΑΙ ΔΗΛΩΣΕΙΣ (156, 331, 304, 354)
article-body (1123, 744, 1326, 833)
dateline: ΔΥΟ ΓΑΛΛΟΙ ΑΝΑΡΧΙΚΟΙ ΑΝΑΣΤΑΤΩΝΟΥΝ ΤΑ ΓΡΑΦΕΙΑ ΤΗΣ (430, 1161, 634, 1203)
